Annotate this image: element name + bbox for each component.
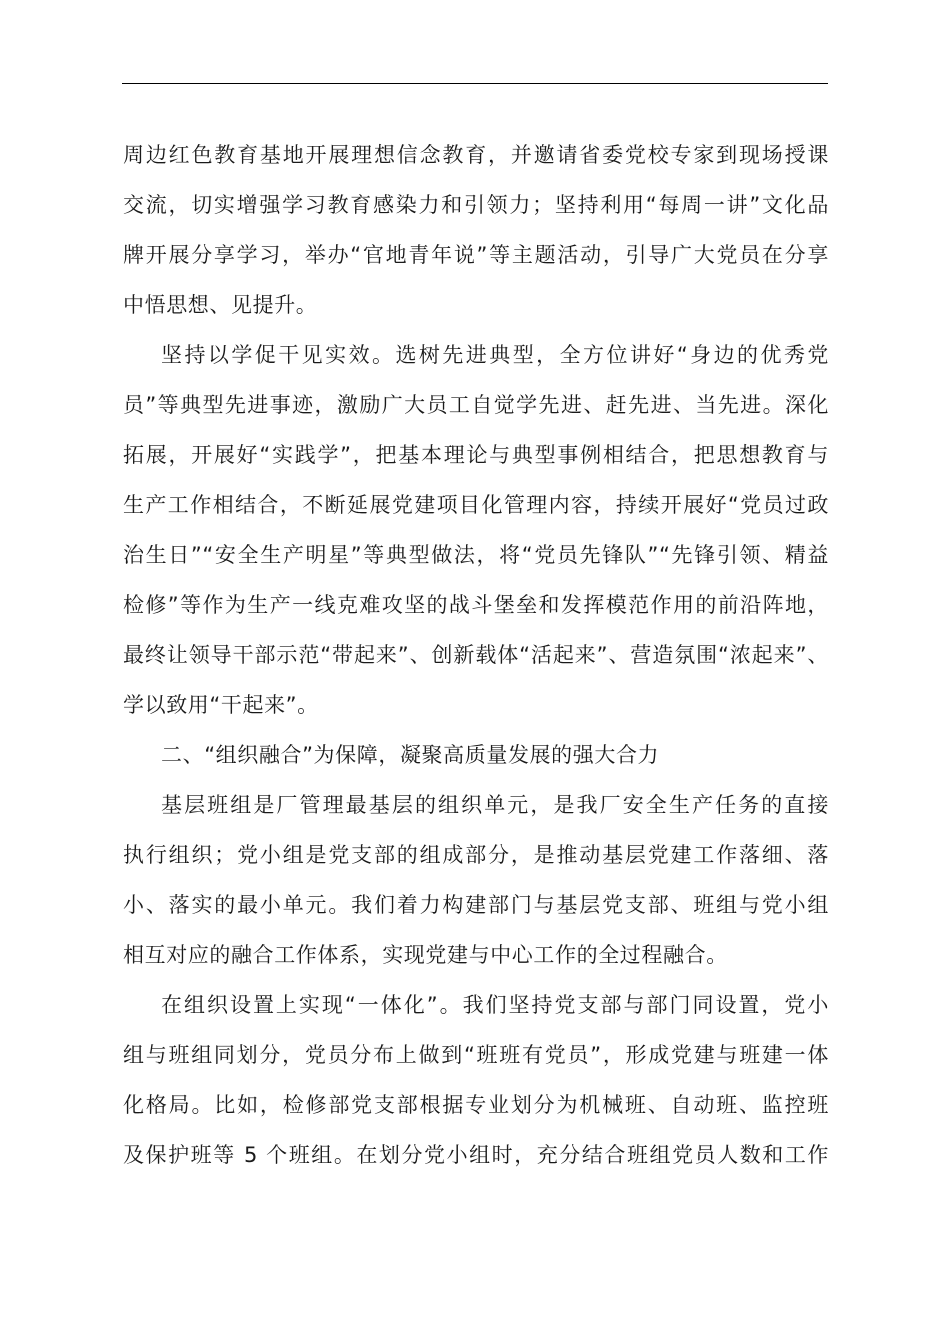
- text-line: 学以致用“干起来”。: [123, 693, 319, 717]
- text-line: 牌开展分享学习，举办“官地青年说”等主题活动，引导广大党员在分享: [123, 243, 829, 267]
- paragraph-learning-results: [123, 330, 829, 730]
- text-line: 周边红色教育基地开展理想信念教育，并邀请省委党校专家到现场授课: [123, 143, 829, 167]
- text-line: 中悟思想、见提升。: [123, 293, 318, 317]
- text-line: 小、落实的最小单元。我们着力构建部门与基层党支部、班组与党小组: [123, 893, 829, 917]
- text-line: 员”等典型先进事迹，激励广大员工自觉学先进、赶先进、当先进。深化: [123, 393, 829, 417]
- text-line: 交流，切实增强学习教育感染力和引领力；坚持利用“每周一讲”文化品: [123, 193, 829, 217]
- text-line: 拓展，开展好“实践学”，把基本理论与典型事例相结合，把思想教育与: [123, 443, 829, 467]
- text-line: 生产工作相结合，不断延展党建项目化管理内容，持续开展好“党员过政: [123, 493, 829, 517]
- heading-line: 二、“组织融合”为保障，凝聚高质量发展的强大合力: [161, 743, 660, 767]
- paragraph-integration: [123, 980, 829, 1180]
- text-line: 基层班组是厂管理最基层的组织单元，是我厂安全生产任务的直接: [161, 793, 829, 817]
- text-line: 及保护班等 5 个班组。在划分党小组时，充分结合班组党员人数和工作: [123, 1143, 829, 1167]
- text-line: 化格局。比如，检修部党支部根据专业划分为机械班、自动班、监控班: [123, 1093, 829, 1117]
- text-line: 最终让领导干部示范“带起来”、创新载体“活起来”、营造氛围“浓起来”、: [123, 643, 829, 667]
- text-line: 坚持以学促干见实效。选树先进典型，全方位讲好“身边的优秀党: [161, 343, 829, 367]
- text-line: 相互对应的融合工作体系，实现党建与中心工作的全过程融合。: [123, 943, 728, 967]
- paragraph-grassroots-team: [123, 780, 829, 980]
- text-line: 检修”等作为生产一线克难攻坚的战斗堡垒和发挥模范作用的前沿阵地，: [123, 593, 829, 617]
- text-line: 组与班组同划分，党员分布上做到“班班有党员”，形成党建与班建一体: [123, 1043, 829, 1067]
- text-line: 治生日”“安全生产明星”等典型做法，将“党员先锋队”“先锋引领、精益: [123, 543, 829, 567]
- text-line: 执行组织；党小组是党支部的组成部分，是推动基层党建工作落细、落: [123, 843, 829, 867]
- document-body: [123, 130, 829, 1180]
- section-heading: [123, 730, 829, 780]
- text-line: 在组织设置上实现“一体化”。我们坚持党支部与部门同设置，党小: [161, 993, 829, 1017]
- paragraph-education: [123, 130, 829, 330]
- header-rule: [122, 83, 828, 84]
